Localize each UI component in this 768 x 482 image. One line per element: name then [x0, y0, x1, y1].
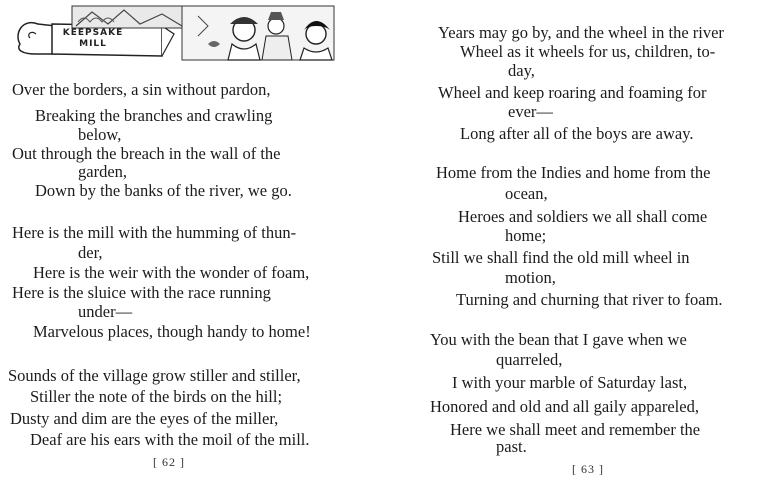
- poem-line: under—: [78, 302, 133, 321]
- poem-line: Stiller the note of the birds on the hill;: [30, 387, 283, 406]
- right-page: [384, 0, 768, 482]
- keepsake-mill-banner: [12, 4, 336, 62]
- poem-line: Turning and churning that river to foam.: [456, 290, 723, 309]
- poem-line: below,: [78, 125, 122, 144]
- poem-line: der,: [78, 243, 103, 262]
- banner-title-line1: KEEPSAKE: [62, 28, 124, 38]
- poem-line: I with your marble of Saturday last,: [452, 373, 688, 392]
- poem-line: ocean,: [505, 184, 548, 203]
- poem-line: Wheel as it wheels for us, children, to-: [460, 42, 716, 61]
- poem-line: Honored and old and all gaily appareled,: [430, 397, 699, 416]
- page-number: [ 63 ]: [572, 462, 604, 476]
- poem-line: past.: [496, 437, 527, 456]
- poem-line: Deaf are his ears with the moil of the mill.: [30, 430, 310, 449]
- poem-line: Dusty and dim are the eyes of the miller,: [10, 409, 279, 428]
- poem-line: Down by the banks of the river, we go.: [35, 181, 292, 200]
- poem-line: Sounds of the village grow stiller and stiller,: [8, 366, 301, 385]
- poem-line: Breaking the branches and crawling: [35, 106, 273, 125]
- poem-line: Here is the sluice with the race running: [12, 283, 271, 302]
- poem-line: Marvelous places, though handy to home!: [33, 322, 311, 341]
- poem-line: Here is the mill with the humming of thun-: [12, 223, 297, 242]
- poem-line: You with the bean that I gave when we: [430, 330, 687, 349]
- poem-line: Wheel and keep roaring and foaming for: [438, 83, 707, 102]
- poem-line: Out through the breach in the wall of the: [12, 144, 281, 163]
- poem-line: ever—: [508, 102, 553, 121]
- banner-title-line2: MILL: [79, 39, 107, 49]
- poem-line: Here we shall meet and remember the: [450, 420, 701, 439]
- poem-line: day,: [508, 61, 535, 80]
- poem-line: home;: [505, 226, 547, 245]
- poem-line: quarreled,: [496, 350, 563, 369]
- poem-line: Heroes and soldiers we all shall come: [458, 207, 708, 226]
- banner-title: [58, 28, 128, 50]
- page-number: [ 62 ]: [153, 455, 185, 469]
- poem-line: Over the borders, a sin without pardon,: [12, 80, 271, 99]
- poem-line: garden,: [78, 162, 128, 181]
- poem-line: Years may go by, and the wheel in the river: [438, 23, 724, 42]
- poem-line: Here is the weir with the wonder of foam,: [33, 263, 310, 282]
- poem-line: Still we shall find the old mill wheel in: [432, 248, 690, 267]
- poem-line: Home from the Indies and home from the: [436, 163, 711, 182]
- poem-line: Long after all of the boys are away.: [460, 124, 694, 143]
- poem-line: motion,: [505, 268, 556, 287]
